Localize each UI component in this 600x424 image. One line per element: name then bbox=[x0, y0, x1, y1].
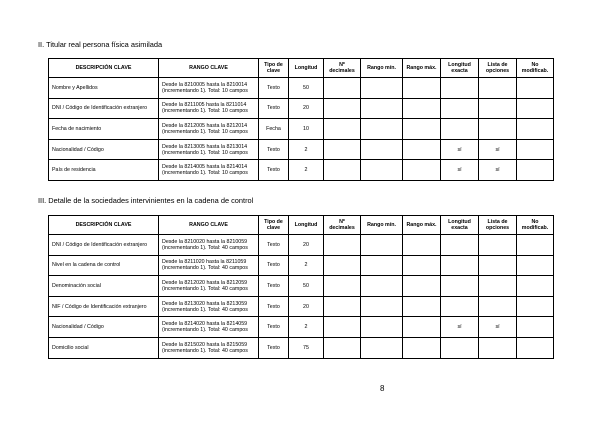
cell-rango: Desde la 8214020 hasta la 8214059 (incrementando 1). Total: 40 campos bbox=[159, 317, 259, 338]
cell-rango-max bbox=[403, 98, 441, 119]
cell-tipo: Texto bbox=[259, 139, 289, 160]
col-header-decimales: Nº decimales bbox=[324, 59, 361, 78]
cell-descripcion: Nacionalidad / Código bbox=[49, 317, 159, 338]
cell-rango: Desde la 8215020 hasta la 8215059 (incrementando 1). Total: 40 campos bbox=[159, 337, 259, 358]
cell-longitud: 2 bbox=[289, 317, 324, 338]
cell-rango-max bbox=[403, 296, 441, 317]
cell-longitud: 2 bbox=[289, 255, 324, 276]
section-title-titular-real: II. Titular real persona física asimilada bbox=[38, 40, 163, 49]
cell-no-modificab bbox=[517, 276, 554, 297]
cell-rango-min bbox=[361, 160, 403, 181]
cell-no-modificab bbox=[517, 160, 554, 181]
cell-lista-opciones bbox=[479, 337, 517, 358]
table-body bbox=[49, 78, 554, 181]
section-title-sociedades: III. Detalle de la sociedades intervinientes en la cadena de control bbox=[38, 196, 254, 205]
cell-tipo: Texto bbox=[259, 255, 289, 276]
cell-descripcion: Denominación social bbox=[49, 276, 159, 297]
cell-descripcion: Nivel en la cadena de control bbox=[49, 255, 159, 276]
table-row bbox=[49, 139, 554, 160]
cell-rango-min bbox=[361, 119, 403, 140]
col-header-tipo: Tipo de clave bbox=[259, 216, 289, 235]
cell-rango-max bbox=[403, 160, 441, 181]
table-row bbox=[49, 317, 554, 338]
col-header-descripcion: DESCRIPCIÓN CLAVE bbox=[49, 216, 159, 235]
cell-tipo: Texto bbox=[259, 276, 289, 297]
cell-lista-opciones bbox=[479, 235, 517, 256]
page-number: 8 bbox=[380, 384, 385, 393]
table-row bbox=[49, 235, 554, 256]
cell-longitud: 50 bbox=[289, 276, 324, 297]
col-header-no-modificab: No modificab. bbox=[517, 216, 554, 235]
cell-rango-max bbox=[403, 317, 441, 338]
col-header-tipo: Tipo de clave bbox=[259, 59, 289, 78]
cell-rango: Desde la 8211020 hasta la 8211059 (incrementando 1). Total: 40 campos bbox=[159, 255, 259, 276]
col-header-descripcion: DESCRIPCIÓN CLAVE bbox=[49, 59, 159, 78]
cell-no-modificab bbox=[517, 296, 554, 317]
cell-rango: Desde la 8214005 hasta la 8214014 (incrementando 1). Total: 10 campos bbox=[159, 160, 259, 181]
cell-no-modificab bbox=[517, 235, 554, 256]
col-header-rango-min: Rango mín. bbox=[361, 59, 403, 78]
cell-lista-opciones bbox=[479, 276, 517, 297]
col-header-longitud: Longitud bbox=[289, 59, 324, 78]
cell-rango-max bbox=[403, 139, 441, 160]
cell-longitud-exacta bbox=[441, 337, 479, 358]
cell-no-modificab bbox=[517, 139, 554, 160]
cell-rango: Desde la 8210005 hasta la 8210014 (incrementando 1). Total: 10 campos bbox=[159, 78, 259, 99]
col-header-rango-min: Rango mín. bbox=[361, 216, 403, 235]
cell-decimales bbox=[324, 296, 361, 317]
table-row bbox=[49, 78, 554, 99]
cell-lista-opciones bbox=[479, 78, 517, 99]
cell-longitud: 50 bbox=[289, 78, 324, 99]
cell-descripcion: NIF / Código de Identificación extranjero bbox=[49, 296, 159, 317]
cell-lista-opciones: sí bbox=[479, 139, 517, 160]
cell-longitud: 20 bbox=[289, 296, 324, 317]
col-header-rango-max: Rango máx. bbox=[403, 59, 441, 78]
cell-tipo: Texto bbox=[259, 160, 289, 181]
cell-decimales bbox=[324, 78, 361, 99]
cell-rango: Desde la 8211005 hasta la 8211014 (incrementando 1). Total: 10 campos bbox=[159, 98, 259, 119]
cell-decimales bbox=[324, 235, 361, 256]
cell-no-modificab bbox=[517, 317, 554, 338]
cell-longitud-exacta: sí bbox=[441, 317, 479, 338]
table-titular-real bbox=[48, 58, 554, 181]
cell-tipo: Texto bbox=[259, 235, 289, 256]
table-row bbox=[49, 276, 554, 297]
cell-longitud: 75 bbox=[289, 337, 324, 358]
cell-longitud-exacta bbox=[441, 296, 479, 317]
cell-decimales bbox=[324, 160, 361, 181]
cell-tipo: Texto bbox=[259, 98, 289, 119]
cell-no-modificab bbox=[517, 119, 554, 140]
cell-no-modificab bbox=[517, 78, 554, 99]
cell-rango-min bbox=[361, 235, 403, 256]
cell-longitud: 2 bbox=[289, 160, 324, 181]
cell-rango: Desde la 8212005 hasta la 8212014 (incrementando 1). Total: 10 campos bbox=[159, 119, 259, 140]
cell-decimales bbox=[324, 276, 361, 297]
cell-descripcion: Nacionalidad / Código bbox=[49, 139, 159, 160]
col-header-lista-opciones: Lista de opciones bbox=[479, 59, 517, 78]
table-sociedades bbox=[48, 215, 554, 359]
cell-decimales bbox=[324, 139, 361, 160]
col-header-rango-max: Rango máx. bbox=[403, 216, 441, 235]
cell-longitud: 20 bbox=[289, 98, 324, 119]
cell-rango: Desde la 8212020 hasta la 8212059 (incrementando 1). Total: 40 campos bbox=[159, 276, 259, 297]
cell-lista-opciones: sí bbox=[479, 317, 517, 338]
cell-rango-min bbox=[361, 276, 403, 297]
cell-decimales bbox=[324, 317, 361, 338]
cell-rango-max bbox=[403, 78, 441, 99]
cell-longitud-exacta bbox=[441, 119, 479, 140]
cell-descripcion: DNI / Código de Identificación extranjero bbox=[49, 98, 159, 119]
col-header-rango: RANGO CLAVE bbox=[159, 59, 259, 78]
cell-longitud: 2 bbox=[289, 139, 324, 160]
cell-lista-opciones: sí bbox=[479, 160, 517, 181]
table-row bbox=[49, 98, 554, 119]
cell-longitud-exacta: sí bbox=[441, 160, 479, 181]
cell-descripcion: Fecha de nacimiento bbox=[49, 119, 159, 140]
cell-tipo: Fecha bbox=[259, 119, 289, 140]
cell-descripcion: País de residencia bbox=[49, 160, 159, 181]
cell-rango-min bbox=[361, 255, 403, 276]
col-header-longitud-exacta: Longitud exacta bbox=[441, 59, 479, 78]
cell-decimales bbox=[324, 98, 361, 119]
cell-rango: Desde la 8213005 hasta la 8213014 (incrementando 1). Total: 10 campos bbox=[159, 139, 259, 160]
col-header-rango: RANGO CLAVE bbox=[159, 216, 259, 235]
cell-lista-opciones bbox=[479, 296, 517, 317]
cell-longitud-exacta bbox=[441, 276, 479, 297]
cell-decimales bbox=[324, 119, 361, 140]
cell-descripcion: DNI / Código de Identificación extranjero bbox=[49, 235, 159, 256]
cell-rango-min bbox=[361, 139, 403, 160]
cell-no-modificab bbox=[517, 255, 554, 276]
cell-longitud-exacta bbox=[441, 78, 479, 99]
cell-longitud-exacta: sí bbox=[441, 139, 479, 160]
cell-lista-opciones bbox=[479, 119, 517, 140]
col-header-decimales: Nº decimales bbox=[324, 216, 361, 235]
cell-no-modificab bbox=[517, 98, 554, 119]
cell-longitud: 10 bbox=[289, 119, 324, 140]
col-header-longitud-exacta: Longitud exacta bbox=[441, 216, 479, 235]
table-header-row bbox=[49, 59, 554, 78]
cell-rango-max bbox=[403, 235, 441, 256]
table-row bbox=[49, 255, 554, 276]
cell-rango-max bbox=[403, 337, 441, 358]
cell-lista-opciones bbox=[479, 98, 517, 119]
cell-descripcion: Nombre y Apellidos bbox=[49, 78, 159, 99]
cell-decimales bbox=[324, 337, 361, 358]
cell-rango: Desde la 8210020 hasta la 8210059 (incrementando 1). Total: 40 campos bbox=[159, 235, 259, 256]
table-row bbox=[49, 296, 554, 317]
cell-longitud-exacta bbox=[441, 255, 479, 276]
cell-rango-min bbox=[361, 296, 403, 317]
table-row bbox=[49, 160, 554, 181]
cell-longitud-exacta bbox=[441, 98, 479, 119]
col-header-lista-opciones: Lista de opciones bbox=[479, 216, 517, 235]
cell-no-modificab bbox=[517, 337, 554, 358]
cell-rango-max bbox=[403, 276, 441, 297]
cell-lista-opciones bbox=[479, 255, 517, 276]
cell-rango-max bbox=[403, 119, 441, 140]
table-row bbox=[49, 119, 554, 140]
col-header-no-modificab: No modificab. bbox=[517, 59, 554, 78]
cell-longitud: 20 bbox=[289, 235, 324, 256]
table-header-row bbox=[49, 216, 554, 235]
cell-tipo: Texto bbox=[259, 317, 289, 338]
cell-rango: Desde la 8213020 hasta la 8213059 (incrementando 1). Total: 40 campos bbox=[159, 296, 259, 317]
col-header-longitud: Longitud bbox=[289, 216, 324, 235]
cell-rango-max bbox=[403, 255, 441, 276]
table-body bbox=[49, 235, 554, 359]
cell-rango-min bbox=[361, 78, 403, 99]
table-row bbox=[49, 337, 554, 358]
cell-rango-min bbox=[361, 317, 403, 338]
cell-rango-min bbox=[361, 98, 403, 119]
cell-rango-min bbox=[361, 337, 403, 358]
cell-tipo: Texto bbox=[259, 296, 289, 317]
cell-decimales bbox=[324, 255, 361, 276]
cell-descripcion: Domicilio social bbox=[49, 337, 159, 358]
cell-longitud-exacta bbox=[441, 235, 479, 256]
cell-tipo: Texto bbox=[259, 337, 289, 358]
cell-tipo: Texto bbox=[259, 78, 289, 99]
